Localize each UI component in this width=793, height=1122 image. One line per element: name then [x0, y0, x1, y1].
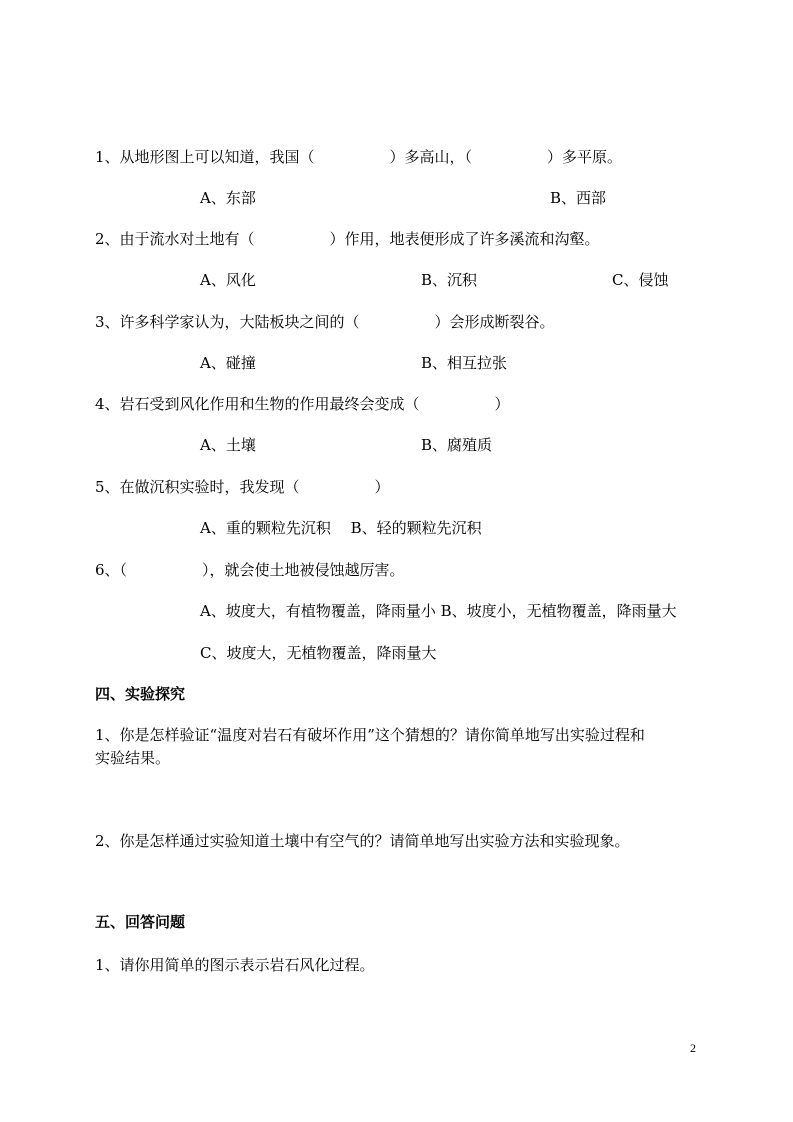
- question-3-option-b: B、相互拉张: [421, 354, 508, 372]
- question-4: 4、岩石受到风化作用和生物的作用最终会变成（ ）: [95, 395, 510, 413]
- question-2-option-a: A、风化: [200, 271, 256, 289]
- section-4-question-2: 2、你是怎样通过实验知道土壤中有空气的？请简单地写出实验方法和实验现象。: [95, 832, 630, 850]
- question-1-option-b: B、西部: [550, 189, 607, 207]
- question-2-option-b: B、沉积: [421, 271, 478, 289]
- section-5-question-1: 1、请你用简单的图示表示岩石风化过程。: [95, 956, 375, 974]
- page-number: 2: [690, 1041, 696, 1055]
- section-4-question-1-line-2: 实验结果。: [95, 749, 171, 767]
- section-4-question-1-line-1: 1、你是怎样验证“温度对岩石有破坏作用”这个猜想的？请你简单地写出实验过程和: [95, 726, 645, 744]
- question-1: 1、从地形图上可以知道，我国（ ）多高山，（ ）多平原。: [95, 148, 623, 166]
- question-5: 5、在做沉积实验时，我发现（ ）: [95, 478, 390, 496]
- question-6: 6、（ ），就会使土地被侵蚀越厉害。: [95, 561, 405, 579]
- question-2-option-c: C、侵蚀: [612, 271, 669, 289]
- question-4-option-b: B、腐殖质: [421, 436, 493, 454]
- question-6-options-ab: A、坡度大，有植物覆盖，降雨量小 B、坡度小，无植物覆盖，降雨量大: [200, 602, 677, 620]
- question-2: 2、由于流水对土地有（ ）作用，地表便形成了许多溪流和沟壑。: [95, 230, 600, 248]
- section-4-heading: 四、实验探究: [95, 685, 186, 703]
- section-5-heading: 五、回答问题: [95, 913, 186, 931]
- question-3-option-a: A、碰撞: [200, 354, 256, 372]
- question-1-option-a: A、东部: [200, 189, 256, 207]
- question-5-options: A、重的颗粒先沉积 B、轻的颗粒先沉积: [200, 519, 482, 537]
- question-4-option-a: A、土壤: [200, 436, 256, 454]
- question-6-option-c: C、坡度大，无植物覆盖，降雨量大: [200, 644, 437, 662]
- question-3: 3、许多科学家认为，大陆板块之间的（ ）会形成断裂谷。: [95, 313, 555, 331]
